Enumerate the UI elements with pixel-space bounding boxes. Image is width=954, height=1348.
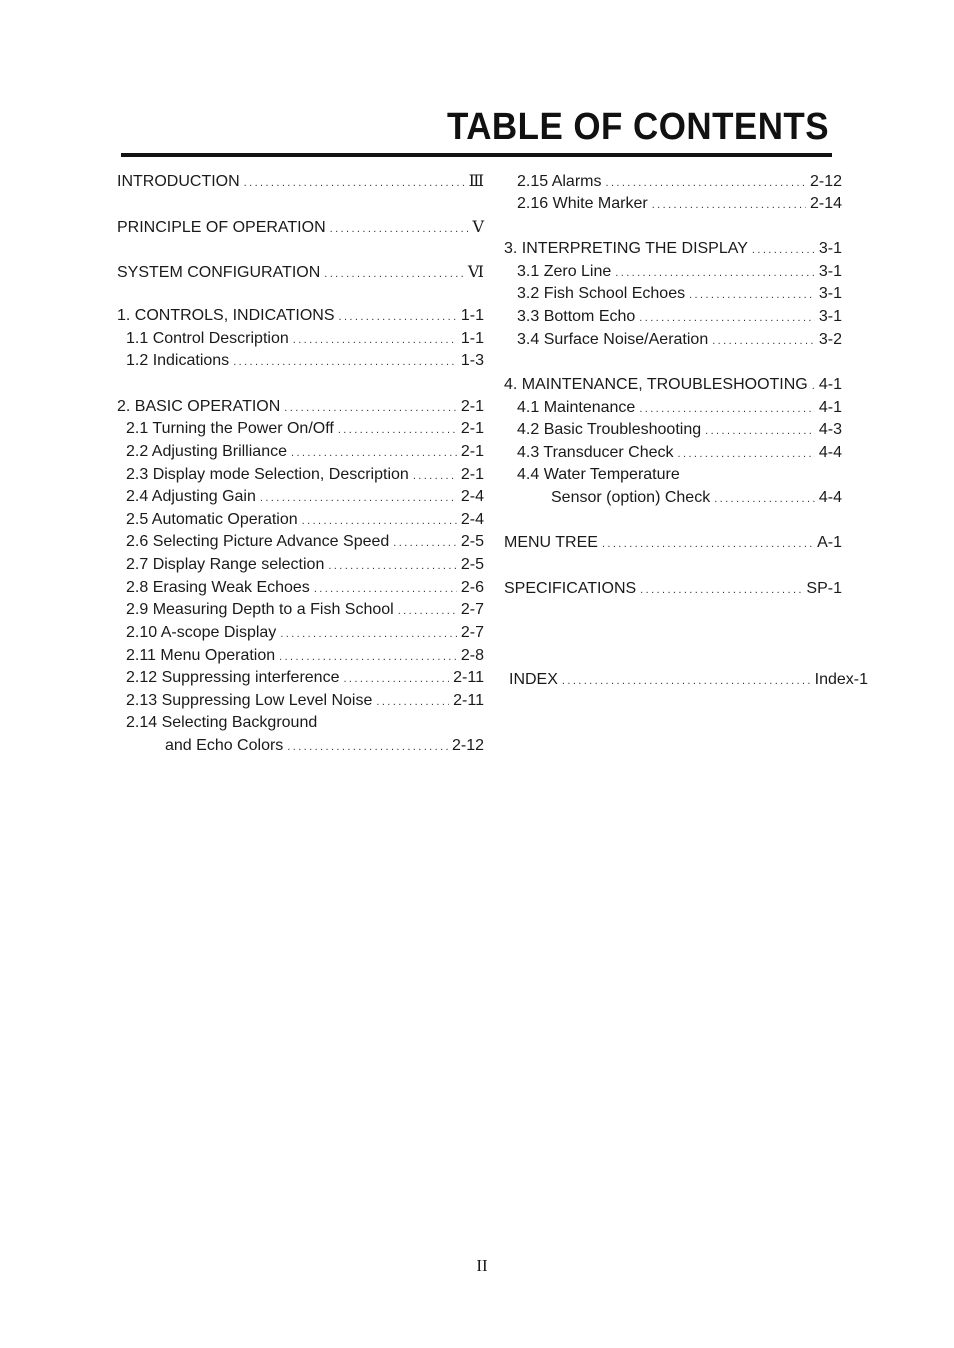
entry-page-number: Ⅲ [468,173,484,190]
toc-left-entry [126,330,484,352]
toc-right-entry [551,489,842,511]
entry-title: 2.16 White Marker [517,195,648,212]
dot-leader [260,492,457,504]
entry-page-number: 1-1 [460,330,484,347]
entry-title: SYSTEM CONFIGURATION [117,264,321,281]
dot-leader [639,312,815,324]
dot-leader [640,584,802,596]
dot-leader [293,334,457,346]
entry-title: 2.14 Selecting Background [126,714,318,731]
entry-page-number: 3-2 [818,331,842,348]
entry-title: 2.15 Alarms [517,173,602,190]
entry-title: INTRODUCTION [117,173,240,190]
entry-title: 2.3 Display mode Selection, Description [126,466,409,483]
entry-page-number: 2-14 [809,195,842,212]
entry-page-number: 2-12 [809,173,842,190]
entry-page-number: Index-1 [814,671,868,688]
dot-leader [338,424,457,436]
entry-page-number: 1-1 [460,307,484,324]
toc-left-entry [126,714,484,736]
entry-page-number: Ⅵ [467,264,484,281]
toc-left-entry [126,579,484,601]
toc-left-entry [126,488,484,510]
entry-title: 2.7 Display Range selection [126,556,325,573]
entry-title: 2.5 Automatic Operation [126,511,298,528]
entry-title: 3.3 Bottom Echo [517,308,636,325]
dot-leader [291,447,457,459]
entry-page-number: 4-1 [818,376,842,393]
entry-page-number: 2-1 [460,466,484,483]
entry-page-number: Ⅴ [472,219,484,236]
toc-right-entry [504,534,842,556]
toc-left-entry [117,262,484,284]
entry-page-number: 2-5 [460,556,484,573]
page-title: TABLE OF CONTENTS [447,106,830,148]
dot-leader [233,356,457,368]
dot-leader [689,289,815,301]
entry-page-number: 2-11 [453,692,484,709]
entry-page-number: 2-1 [460,398,484,415]
entry-title: 4.2 Basic Troubleshooting [517,421,702,438]
toc-right-entry [517,195,842,217]
toc-left-entry [126,533,484,555]
toc-left-entry [117,307,484,329]
dot-leader [343,673,449,685]
dot-leader [712,335,815,347]
dot-leader [705,425,815,437]
dot-leader [376,696,449,708]
toc-right-entry [504,240,842,262]
toc-left-entry [117,398,484,420]
entry-title: 2. BASIC OPERATION [117,398,281,415]
dot-leader [302,515,457,527]
toc-left-entry [117,217,484,239]
entry-page-number: 3-1 [818,240,842,257]
dot-leader [324,268,464,280]
toc-right-entry [504,580,842,602]
toc-right-entry [517,444,842,466]
entry-title: 1.1 Control Description [126,330,289,347]
entry-title: 3.2 Fish School Echoes [517,285,686,302]
entry-title: 2.2 Adjusting Brilliance [126,443,287,460]
title-underline [121,153,832,157]
dot-leader [279,651,457,663]
toc-right-entry [509,671,868,693]
page-number: II [476,1256,488,1275]
entry-title: 3.4 Surface Noise/Aeration [517,331,709,348]
dot-leader [287,741,448,753]
dot-leader [284,402,457,414]
entry-page-number: 2-1 [460,443,484,460]
entry-page-number: 2-5 [460,533,484,550]
entry-page-number: 1-3 [460,352,484,369]
entry-title: 4.1 Maintenance [517,399,636,416]
entry-title: 2.11 Menu Operation [126,647,276,664]
dot-leader [812,380,815,392]
dot-leader [244,177,465,189]
entry-title: 2.1 Turning the Power On/Off [126,420,334,437]
entry-page-number: 2-8 [460,647,484,664]
dot-leader [752,244,815,256]
entry-page-number: 4-4 [818,444,842,461]
entry-title: 1.2 Indications [126,352,230,369]
dot-leader [714,493,815,505]
dot-leader [393,537,457,549]
dot-leader [639,403,815,415]
entry-title: and Echo Colors [165,737,284,754]
entry-title: 2.10 A-scope Display [126,624,277,641]
entry-page-number: 4-1 [818,399,842,416]
entry-page-number: 2-7 [460,601,484,618]
toc-left-entry [126,420,484,442]
toc-left-entry [126,669,484,691]
entry-title: 2.8 Erasing Weak Echoes [126,579,310,596]
entry-page-number: 4-4 [818,489,842,506]
dot-leader [562,675,811,687]
dot-leader [280,628,457,640]
entry-title: 2.4 Adjusting Gain [126,488,256,505]
toc-right-entry [504,376,842,398]
toc-left-entry [126,466,484,488]
dot-leader [398,605,457,617]
entry-page-number: A-1 [817,534,842,551]
dot-leader [314,583,457,595]
toc-right-entry [517,285,842,307]
entry-title: 2.9 Measuring Depth to a Fish School [126,601,394,618]
entry-title: 4. MAINTENANCE, TROUBLESHOOTING [504,376,808,393]
entry-page-number: 2-1 [460,420,484,437]
entry-title: SPECIFICATIONS [504,580,637,597]
entry-page-number: 2-12 [451,737,484,754]
dot-leader [602,538,813,550]
entry-page-number: 2-4 [460,511,484,528]
entry-page-number: 3-1 [818,308,842,325]
toc-left-entry [126,624,484,646]
dot-leader [605,177,805,189]
entry-title: PRINCIPLE OF OPERATION [117,219,326,236]
entry-page-number: SP-1 [806,580,842,597]
toc-left-entry [126,511,484,533]
entry-title: 2.6 Selecting Picture Advance Speed [126,533,390,550]
toc-right-entry [517,421,842,443]
entry-title: 4.4 Water Temperature [517,466,680,483]
toc-left-entry [126,601,484,623]
entry-title: 3. INTERPRETING THE DISPLAY [504,240,748,257]
entry-page-number: 2-6 [460,579,484,596]
entry-page-number: 3-1 [818,263,842,280]
toc-left-entry [117,171,484,193]
dot-leader [330,223,469,235]
toc-left-entry [126,556,484,578]
toc-left-entry [126,443,484,465]
entry-page-number: 2-4 [460,488,484,505]
toc-left-entry [126,692,484,714]
dot-leader [413,470,457,482]
toc-right-entry [517,173,842,195]
entry-page-number: 4-3 [818,421,842,438]
entry-page-number: 2-11 [453,669,484,686]
entry-title: 1. CONTROLS, INDICATIONS [117,307,335,324]
toc-right-entry [517,399,842,421]
dot-leader [652,199,806,211]
dot-leader [339,311,457,323]
entry-title: Sensor (option) Check [551,489,711,506]
entry-title: 2.13 Suppressing Low Level Noise [126,692,373,709]
toc-right-entry [517,331,842,353]
toc-left-entry [126,647,484,669]
entry-title: 3.1 Zero Line [517,263,612,280]
dot-leader [328,560,457,572]
entry-page-number: 3-1 [818,285,842,302]
entry-page-number: 2-7 [460,624,484,641]
entry-title: 4.3 Transducer Check [517,444,674,461]
toc-right-entry [517,308,842,330]
dot-leader [678,448,815,460]
dot-leader [615,267,815,279]
toc-left-entry [126,352,484,374]
toc-right-entry [517,466,842,488]
entry-title: 2.12 Suppressing interference [126,669,340,686]
toc-right-entry [517,263,842,285]
entry-title: INDEX [509,671,558,688]
entry-title: MENU TREE [504,534,598,551]
toc-left-entry [165,737,484,759]
